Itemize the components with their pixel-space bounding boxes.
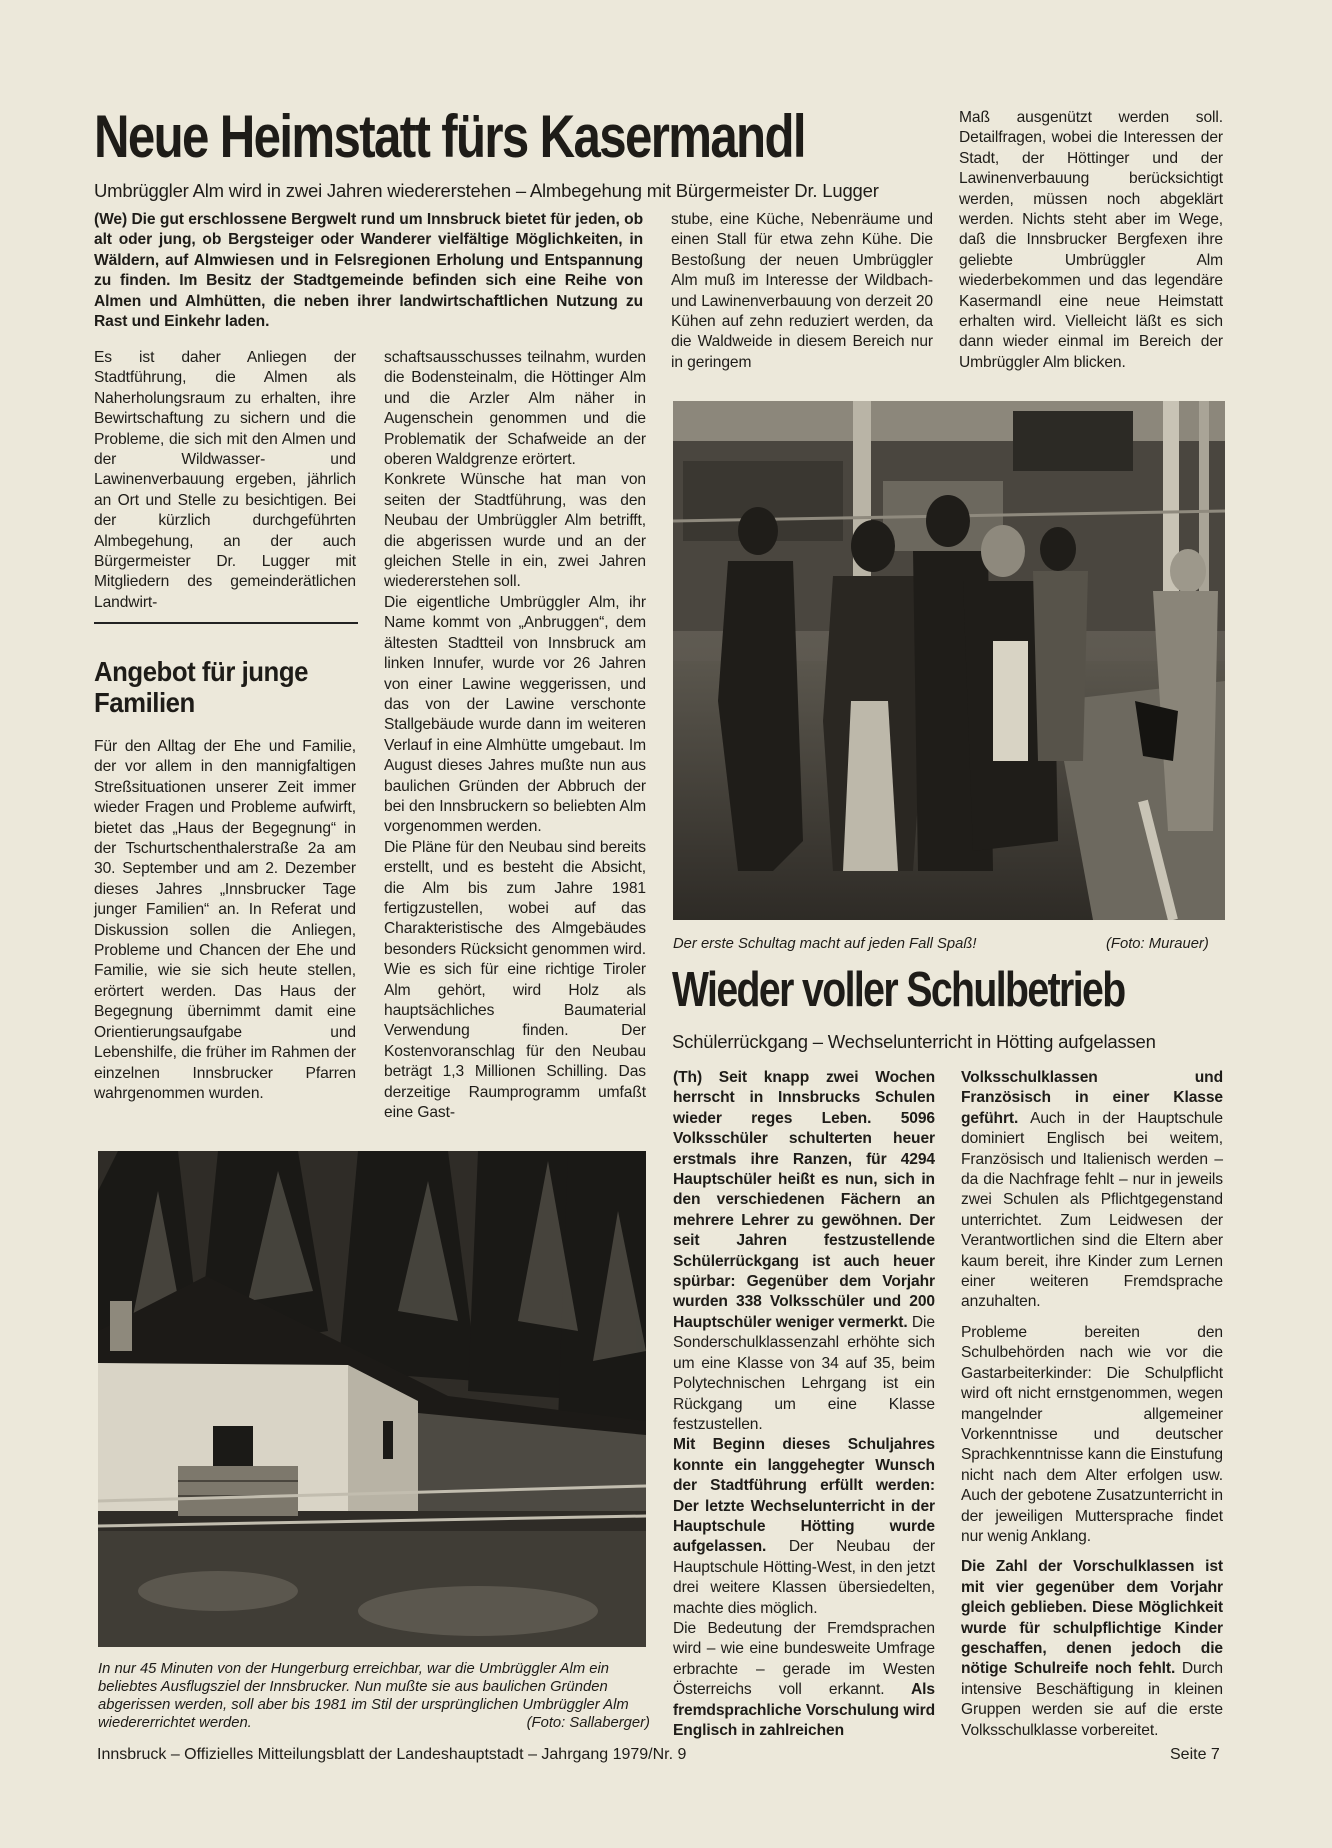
school-bold-text: Die Zahl der Vorschulklassen ist mit vier gegenüber dem Vorjahr gleich geblieben. Diese Möglichkeit wurde für schulpflichtige Kinder geschaffen, denen jedoch die nötige Schulreife noch fehlt.	[961, 1558, 1223, 1678]
school-text: Durch intensive Beschäftigung in kleinen Gruppen werden sie auf die erste Volksschulklasse vorbereitet.	[961, 1660, 1223, 1739]
school-lead: (Th) Seit knapp zwei Wochen herrscht in Innsbrucks Schulen wieder reges Leben. 5096 Volksschüler schulterten heuer erstmals ihre Ranzen, für 4294 Hauptschüler heißt es nun, sich in den verschiedenen Fächern an mehrere Lehrer zu gewöhnen. Der seit Jahren festzustellende Schülerrückgang ist auch heuer spürbar: Gegenüber dem Vorjahr wurden 338 Volksschüler und 200 Hauptschüler weniger vermerkt.	[673, 1069, 935, 1331]
subheadline-kasermandl: Umbrüggler Alm wird in zwei Jahren wiedererstehen – Almbegehung mit Bürgermeister Dr. Lugger	[94, 180, 879, 201]
school-text: Die Bedeutung der Fremdsprachen wird – wie eine bundesweite Umfrage erbrachte – gerade im Westen Österreichs voll erkannt.	[673, 1619, 935, 1699]
school-text: Die Sonderschulklassenzahl erhöhte sich um eine Klasse von 34 auf 35, beim Polytechnischen Lehrgang ist ein Rückgang um eine Klasse festzustellen.	[673, 1313, 935, 1433]
school-photo-caption: Der erste Schultag macht auf jeden Fall Spaß!	[673, 936, 977, 952]
lead-paragraph-kasermandl: (We) Die gut erschlossene Bergwelt rund um Innsbruck bietet für jeden, ob alt oder jung, ob Bergsteiger oder Wanderer vielfältige Möglichkeiten, in Wäldern, auf Almwiesen und in Felsregionen Erholung und Entspannung zu finden. Im Besitz der Stadtgemeinde befinden sich eine Reihe von Almen und Almhütten, die neben ihrer landwirtschaftlichen Nutzung zu Rast und Einkehr laden.	[94, 211, 643, 331]
school-paragraph	[673, 1619, 935, 1741]
headline-schulbetrieb: Wieder voller Schulbetrieb	[672, 963, 1125, 1017]
headline-kasermandl: Neue Heimstatt fürs Kasermandl	[94, 103, 805, 170]
alm-photo-credit: (Foto: Sallaberger)	[526, 1715, 650, 1731]
headline-angebot: Angebot für junge Familien	[94, 656, 308, 718]
body-col2-schulbetrieb	[961, 1068, 1223, 1741]
body-col1-kasermandl: Es ist daher Anliegen der Stadtführung, die Almen als Naherholungsraum zu erhalten, ihre Bewirtschaftung zu sichern und die Probleme, die sich mit den Almen und der Wildwasser- und Lawinenverbauung ergeben, jährlich an Ort und Stelle zu besichtigen. Bei der kürzlich durchgeführten Almbegehung, an der auch Bürgermeister Dr. Lugger mit Mitgliedern des gemeinderätlichen Landwirt-	[94, 349, 356, 611]
school-bold-text: Volksschulklassen und Französisch in einer Klasse geführt.	[961, 1069, 1223, 1127]
col2-paragraph: schaftsausschusses teilnahm, wurden die Bodensteinalm, die Höttinger Alm und die Arzler Alm näher in Augenschein genommen und die Problematik der Schafweide an der oberen Waldgrenze erörtert.	[384, 349, 646, 469]
school-bold-text: Als fremdsprachliche Vorschulung wird Englisch in zahlreichen	[673, 1681, 935, 1739]
school-paragraph	[673, 1435, 935, 1619]
alm-photo	[98, 1151, 646, 1647]
body-angebot: Für den Alltag der Ehe und Familie, der vor allem in den mannigfaltigen Streßsituationen unserer Zeit immer wieder Fragen und Probleme aufwirft, bietet das „Haus der Begegnung“ in der Tschurtschenthalerstraße 2a am 30. September und am 2. Dezember dieses Jahres „Innsbrucker Tage junger Familien“ an. In Referat und Diskussion sollen die Anliegen, Probleme und Chancen der Ehe und Familie, wie sie sich heute stellen, erörtert werden. Das Haus der Begegnung übernimmt damit eine Orientierungsaufgabe und Lebenshilfe, die früher im Rahmen der einzelnen Innsbrucker Pfarren wahrgenommen wurden.	[94, 738, 356, 1102]
footer-page-number: Seite 7	[1170, 1746, 1220, 1763]
school-paragraph: Probleme bereiten den Schulbehörden nach wie vor die Gastarbeiterkinder: Die Schulpflicht wird oft nicht ernstgenommen, wegen mangelnder allgemeiner Vorkenntnisse und deutscher Sprachkenntnisse kann die Einstufung nicht nach dem Alter erfolgen usw. Auch der gebotene Zusatzunterricht in der jeweiligen Muttersprache findet nur wenig Anklang.	[961, 1323, 1223, 1545]
school-photo	[673, 401, 1225, 920]
body-col1-schulbetrieb	[673, 1068, 935, 1741]
col2-paragraph: Konkrete Wünsche hat man von seiten der Stadtführung, was den Neubau der Umbrüggler Alm betrifft, die abgerissen wurde und an der gleichen Stelle in ein, zwei Jahren wiedererstehen soll.	[384, 471, 646, 591]
school-text: Der Neubau der Hauptschule Hötting-West, in den jetzt drei weitere Klassen übersiedelten, machte dies möglich.	[673, 1538, 935, 1617]
subheadline-schulbetrieb: Schülerrückgang – Wechselunterricht in Hötting aufgelassen	[672, 1031, 1156, 1052]
col2-paragraph: Die Pläne für den Neubau sind bereits erstellt, und es besteht die Absicht, die Alm bis zum Jahre 1981 fertigzustellen, wobei auf das Charakteristische des Almgebäudes besonders Rücksicht genommen wird. Wie es sich für eine richtige Tiroler Alm gehört, wird Holz als hauptsächliches Baumaterial Verwendung finden. Der Kostenvoranschlag für den Neubau beträgt 1,3 Millionen Schilling. Das derzeitige Raumprogramm umfaßt eine Gast-	[384, 838, 646, 1122]
body-col2-kasermandl	[384, 348, 646, 1123]
separator-rule	[94, 622, 358, 624]
footer-publication: Innsbruck – Offizielles Mitteilungsblatt der Landeshauptstadt – Jahrgang 1979/Nr. 9	[97, 1746, 687, 1763]
school-bold-text: Mit Beginn dieses Schuljahres konnte ein langgehegter Wunsch der Stadtführung erfüllt werden: Der letzte Wechselunterricht in der Hauptschule Hötting wurde aufgelassen.	[673, 1436, 935, 1556]
school-photo-credit: (Foto: Murauer)	[1106, 936, 1209, 952]
school-paragraph	[961, 1557, 1223, 1741]
body-col3-kasermandl: stube, eine Küche, Nebenräume und einen Stall für etwa zehn Kühe. Die Bestoßung der neuen Umbrüggler Alm muß im Interesse der Wildbach- und Lawinenverbauung von derzeit 20 Kühen auf zehn reduziert werden, da die Waldweide in diesem Bereich nur in geringem	[671, 211, 933, 371]
school-paragraph	[961, 1068, 1223, 1313]
alm-photo-image	[98, 1151, 646, 1647]
body-col4-kasermandl: Maß ausgenützt werden soll. Detailfragen, wobei die Interessen der Stadt, der Höttinger und der Lawinenverbauung berücksichtigt werden, müssen noch abgeklärt werden. Nichts steht aber im Wege, daß die Innsbrucker Bergfexen ihre geliebte Umbrüggler Alm wiederbekommen und das legendäre Kasermandl eine neue Heimstatt erhalten wird. Vielleicht läßt es sich dann wieder einmal im Bereich der Umbrüggler Alm blicken.	[959, 109, 1223, 371]
school-paragraph	[673, 1068, 935, 1435]
school-text: Auch in der Hauptschule dominiert Englisch bei weitem, Französisch und Italienisch werden – da die Nachfrage fehlt – nur in jeweils zwei Schulen als Pflichtgegenstand unterrichtet. Zum Leidwesen der Verantwortlichen sind die Eltern aber kaum bereit, ihre Kinder zum Lernen einer weiteren Fremdsprache anzuhalten.	[961, 1109, 1223, 1311]
col2-paragraph: Die eigentliche Umbrüggler Alm, ihr Name kommt von „Anbruggen“, dem ältesten Stadtteil von Innsbruck am linken Innufer, wurde vor 26 Jahren von einer Lawine weggerissen, und das von der Lawine verschonte Stallgebäude wurde dann im weiteren Verlauf in eine Almhütte umgebaut. Im August dieses Jahres mußte nun aus baulichen Gründen der Abbruch der bei den Innsbruckern so beliebten Alm vorgenommen werden.	[384, 593, 646, 836]
alm-caption-text: In nur 45 Minuten von der Hungerburg erreichbar, war die Umbrüggler Alm ein beliebtes Ausflugsziel der Innsbrucker. Nun mußte sie aus baulichen Gründen abgerissen werden, soll aber bis 1981 im Stil der ursprünglichen Umbrüggler Alm wiedererrichtet werden.	[98, 1661, 629, 1731]
school-photo-image	[673, 401, 1225, 920]
alm-photo-caption	[98, 1660, 650, 1732]
